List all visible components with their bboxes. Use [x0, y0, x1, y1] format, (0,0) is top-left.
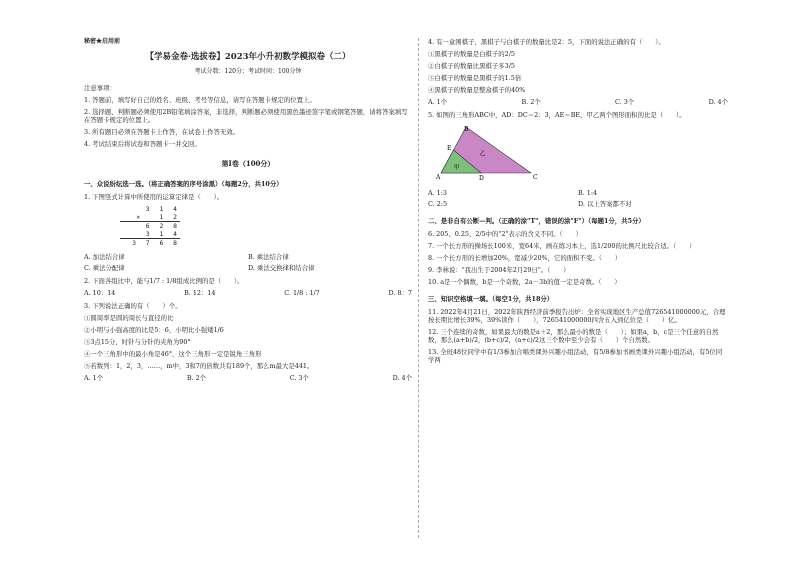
option-d[interactable]: D. 4个 [708, 98, 728, 106]
fill-blank-item: 13. 全班48位同学中有1/3参加合唱类课外兴趣小组活动，有5/8参加书画类课外兴趣小组活动，有5位同学两 [428, 348, 723, 364]
question-4-options [428, 98, 728, 106]
statement-item: ①黑棋子的数量是白棋子的2/5 [428, 50, 515, 58]
judgement-item: 10. a是一个偶数，b是一个奇数，2a－3b的值一定是奇数。（ ） [428, 278, 621, 286]
label-e: E [447, 145, 452, 152]
notes-heading: 注意事项： [84, 83, 116, 92]
option-a[interactable]: A. 1个 [84, 374, 104, 383]
option-c[interactable]: C. 乘法分配律 [84, 264, 125, 273]
statement-item: ④一个三角形中的最小角是46°，这个三角形一定是锐角三角形 [84, 350, 262, 359]
question-5: 5. 如图的三角形ABC中，AD：DC＝2：3，AE＝BE，甲乙两个图形面积的比是（ ）。 [428, 111, 686, 119]
option-c[interactable]: C. 3个 [615, 98, 635, 106]
option-b[interactable]: B. 12：14 [184, 289, 216, 298]
part-one-heading: 第Ⅰ卷（100分） [221, 158, 275, 168]
fill-blank-item: 11. 2022年4月21日，2022年陕西经济前季报告出炉：全省实现地区生产总值726541000000元，合理按长期比增长39%，39%读作（ ），726541000000四舍五入到亿位是（ ）亿。 [428, 308, 726, 324]
label-yi: 乙 [480, 151, 486, 157]
section-three-heading: 三、知识空格填一填。（每空1分，共18分） [428, 295, 554, 303]
option-d[interactable]: D. 4个 [392, 374, 412, 383]
note-item: 1. 答题前，填写好自己的姓名、班级、考号等信息，请写在答题卡规定的位置上。 [84, 95, 316, 104]
option-c[interactable]: C. 3个 [289, 374, 309, 383]
option-a[interactable]: A. 加法结合律 [84, 253, 125, 262]
option-c[interactable]: C. 2:5 [428, 200, 448, 208]
label-b: B [464, 126, 469, 133]
calc-line: 3 1 4 [145, 230, 180, 239]
calc-line: × 1 2 [136, 213, 180, 222]
note-item: 4. 考试结束后将试卷和答题卡一并交回。 [84, 139, 201, 148]
right-column [428, 38, 728, 368]
question-2-options [84, 289, 412, 297]
statement-item: ②小明与小强高度的比是5：6，小明比小强矮1/6 [84, 326, 224, 335]
statement-item: ④黑棋子的数量是整盒棋子的40% [428, 86, 526, 94]
question-1: 1. 下图竖式计算中所使用的运算定律是（ ）。 [84, 193, 224, 202]
question-3-options [84, 374, 412, 382]
question-3: 3. 下列说法正确的有（ ）个。 [84, 302, 182, 311]
option-d[interactable]: D. 以上答案都不对 [578, 200, 632, 208]
option-b[interactable]: B. 乘法结合律 [248, 253, 289, 262]
option-a[interactable]: A. 10：14 [84, 289, 116, 298]
question-4: 4. 有一盒围棋子，黑棋子与白棋子的数量比是2：5，下面的说法正确的有（ ）。 [428, 38, 665, 46]
statement-item: ①圆周率是圆的周长与直径的比 [84, 314, 174, 323]
label-d: D [479, 175, 484, 181]
option-a[interactable]: A. 1:3 [428, 189, 447, 197]
statement-item: ②白棋子的数量比黑棋子多3/5 [428, 62, 515, 70]
question-2: 2. 下面各组比中，能与1/7 : 1/8组成比例的是（ ）。 [84, 277, 244, 286]
vertical-multiplication [120, 205, 180, 247]
statement-item: ③白棋子的数量是黑棋子的1.5倍 [428, 74, 522, 82]
section-one-heading: 一、众说纷纭选一选。（将正确答案的序号涂黑）（每题2分，共10分） [84, 180, 283, 189]
statement-item: ③3点15分，时针与分针的夹角为90° [84, 338, 191, 347]
option-b[interactable]: B. 2个 [186, 374, 207, 383]
option-a[interactable]: A. 1个 [428, 98, 448, 106]
judgement-item: 8. 一个长方形的长增加20%，宽减少20%，它的面积不变。（ ） [428, 254, 622, 262]
calc-line: 3 1 4 [145, 205, 180, 214]
option-d[interactable]: D. 8：7 [388, 289, 412, 298]
label-c: C [533, 174, 538, 181]
note-item: 3. 所有题目必须在答题卡上作答，在试卷上作答无效。 [84, 127, 240, 136]
option-d[interactable]: D. 乘法交换律和结合律 [248, 264, 315, 273]
question-5-options [428, 189, 728, 208]
column-divider [418, 38, 419, 538]
judgement-item: 6. 205、0.25、2/5中的"2"表示的含义不同。（ ） [428, 230, 582, 238]
exam-title: 【学易金卷·选拔卷】2023年小升初数学模拟卷（二） [145, 51, 351, 62]
secret-mark: 秘密★启用前 [84, 38, 121, 45]
option-b[interactable]: B. 2个 [521, 98, 541, 106]
judgement-item: 9. 李林说："我出生于2004年2月29日"。（ ） [428, 266, 570, 274]
statement-item: ⑤若数列：1，2，3，……，m中，3和7的倍数共有189个，那么m最大是441。 [84, 362, 314, 371]
triangle-figure [436, 125, 546, 181]
label-a: A [436, 174, 441, 181]
calc-line: 6 2 8 [120, 221, 180, 230]
fill-blank-item: 12. 三个连续的奇数，如果最大的数是a＋2，那么最小的数是（ ）；如果a，b，c是三个任意的自然数，那么(a+b)/2，(b+c)/2，(a+c)/2这三个数中至少会有（ ）个自然数。 [428, 328, 719, 344]
exam-info: 考试分数：120分；考试时间：100分钟 [194, 68, 302, 76]
option-c[interactable]: C. 1/8 : 1/7 [284, 289, 320, 298]
note-item: 2. 选择题、判断题必须使用2B铅笔填涂答案，非选择，判断题必须使用黑色墨迹签字笔或钢笔答题，请将答案填写在答题卡规定的位置上。 [84, 107, 408, 124]
section-two-heading: 二、是非自有公断—判。（正确的涂"T"，错误的涂"F"）（每题1分，共5分） [428, 217, 645, 225]
question-1-options [84, 253, 412, 272]
judgement-item: 7. 一个长方形的操场长100米，宽64米，画在练习本上，选1/200的比例尺比较合适。（ ） [428, 242, 696, 250]
left-column [84, 38, 412, 387]
calc-line: 3 7 6 8 [120, 238, 180, 247]
option-b[interactable]: B. 1:4 [578, 189, 598, 197]
label-jia: 甲 [454, 165, 460, 171]
